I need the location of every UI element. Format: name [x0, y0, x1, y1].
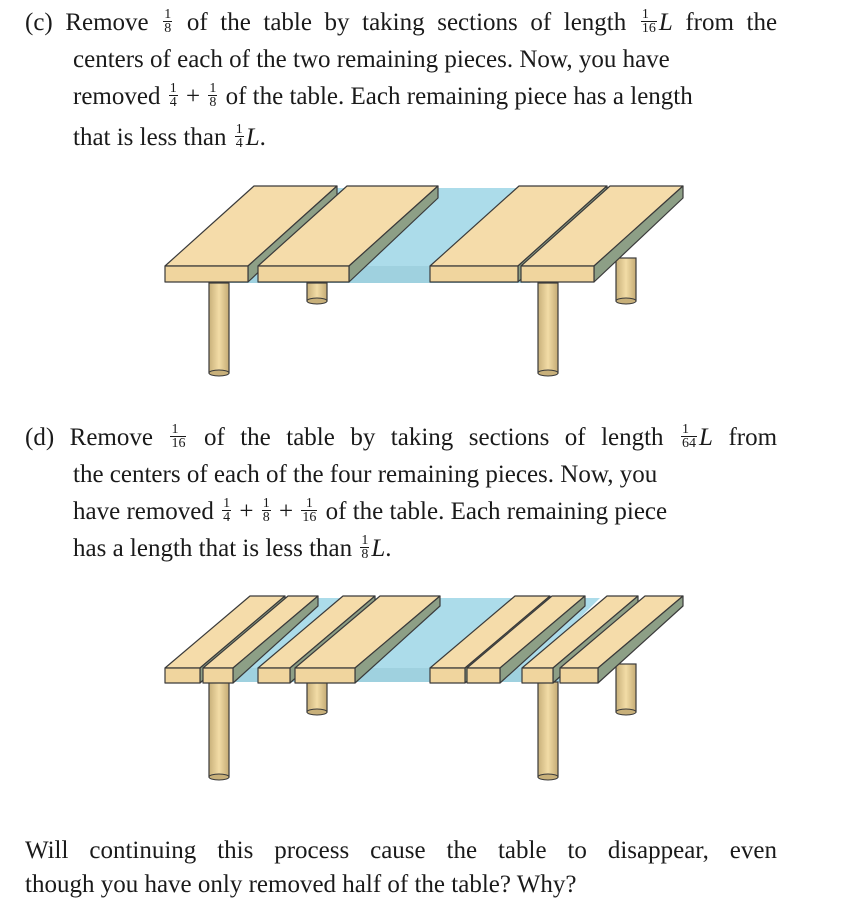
part-c-text: Remove	[65, 9, 149, 36]
fraction-one-sixteenth: $\frac{1}{16}$	[641, 6, 656, 36]
variable-L: L	[371, 535, 386, 562]
part-d-label: (d)	[25, 424, 55, 451]
table-leg-foot	[307, 709, 327, 715]
table-leg-foot	[538, 774, 558, 780]
part-c-text: that is less than	[73, 124, 227, 151]
question-line-2: though you have only removed half of the table? Why?	[25, 871, 577, 898]
plus-sign: +	[279, 498, 294, 525]
part-d-line-1	[25, 419, 777, 456]
table-leg-foot	[538, 370, 558, 376]
part-d-line-4	[25, 530, 777, 567]
table-leg-foot	[307, 298, 327, 304]
part-d-line-2: the centers of each of the four remaining pieces. Now, you	[73, 461, 658, 488]
table-leg	[538, 283, 558, 373]
table-leg-foot	[209, 370, 229, 376]
table-leg	[538, 682, 558, 777]
fraction-one-quarter: $\frac{1}{4}$	[169, 80, 177, 110]
table-leg	[307, 682, 327, 712]
plus-sign: +	[185, 83, 201, 110]
part-d-line-3	[25, 493, 777, 530]
part-c-line-4	[25, 119, 777, 156]
variable-L: L	[658, 9, 673, 36]
table-leg-foot	[616, 709, 636, 715]
fraction-one-quarter: $\frac{1}{4}$	[235, 121, 243, 151]
table-leg-foot	[616, 298, 636, 304]
part-c-text: from the	[685, 9, 778, 36]
table-leg	[209, 283, 229, 373]
part-c-line-2: centers of each of the two remaining pieces. Now, you have	[73, 46, 670, 73]
variable-L: L	[245, 124, 260, 151]
fraction-one-sixty-fourth: $\frac{1}{64}$	[682, 421, 697, 451]
table-figure-c	[0, 178, 852, 398]
part-c-paragraph	[25, 4, 777, 156]
part-d-text: of the table by taking sections of length	[203, 424, 664, 451]
part-d-text: Remove	[69, 424, 153, 451]
part-c-line-3	[25, 78, 777, 115]
part-d-text: of the table. Each remaining piece	[325, 498, 668, 525]
part-d-paragraph	[25, 419, 777, 567]
fraction-one-quarter: $\frac{1}{4}$	[223, 495, 231, 525]
question-line-1: Will continuing this process cause the table to disappear, even	[25, 837, 777, 864]
table-figure-d	[0, 592, 852, 797]
fraction-one-eighth: $\frac{1}{8}$	[209, 80, 217, 110]
fraction-one-eighth: $\frac{1}{8}$	[262, 495, 270, 525]
question-paragraph	[25, 832, 777, 903]
table-leg-foot	[209, 774, 229, 780]
part-d-text: have removed	[73, 498, 214, 525]
part-c-label: (c)	[25, 9, 53, 36]
fraction-one-sixteenth: $\frac{1}{16}$	[302, 495, 317, 525]
period: .	[385, 535, 392, 562]
part-c-line-1	[25, 4, 777, 41]
table-leg	[209, 682, 229, 777]
period: .	[259, 124, 266, 151]
part-d-text: from	[728, 424, 778, 451]
part-d-text: has a length that is less than	[73, 535, 353, 562]
plus-sign: +	[239, 498, 254, 525]
fraction-one-eighth: $\frac{1}{8}$	[164, 6, 172, 36]
variable-L: L	[699, 424, 713, 451]
fraction-one-eighth: $\frac{1}{8}$	[361, 532, 369, 562]
part-c-text: of the table. Each remaining piece has a length	[225, 83, 693, 110]
table-leg	[616, 258, 636, 301]
part-c-text: of the table by taking sections of length	[186, 9, 627, 36]
fraction-one-sixteenth: $\frac{1}{16}$	[171, 421, 186, 451]
part-c-text: removed	[73, 83, 161, 110]
table-leg	[616, 664, 636, 712]
